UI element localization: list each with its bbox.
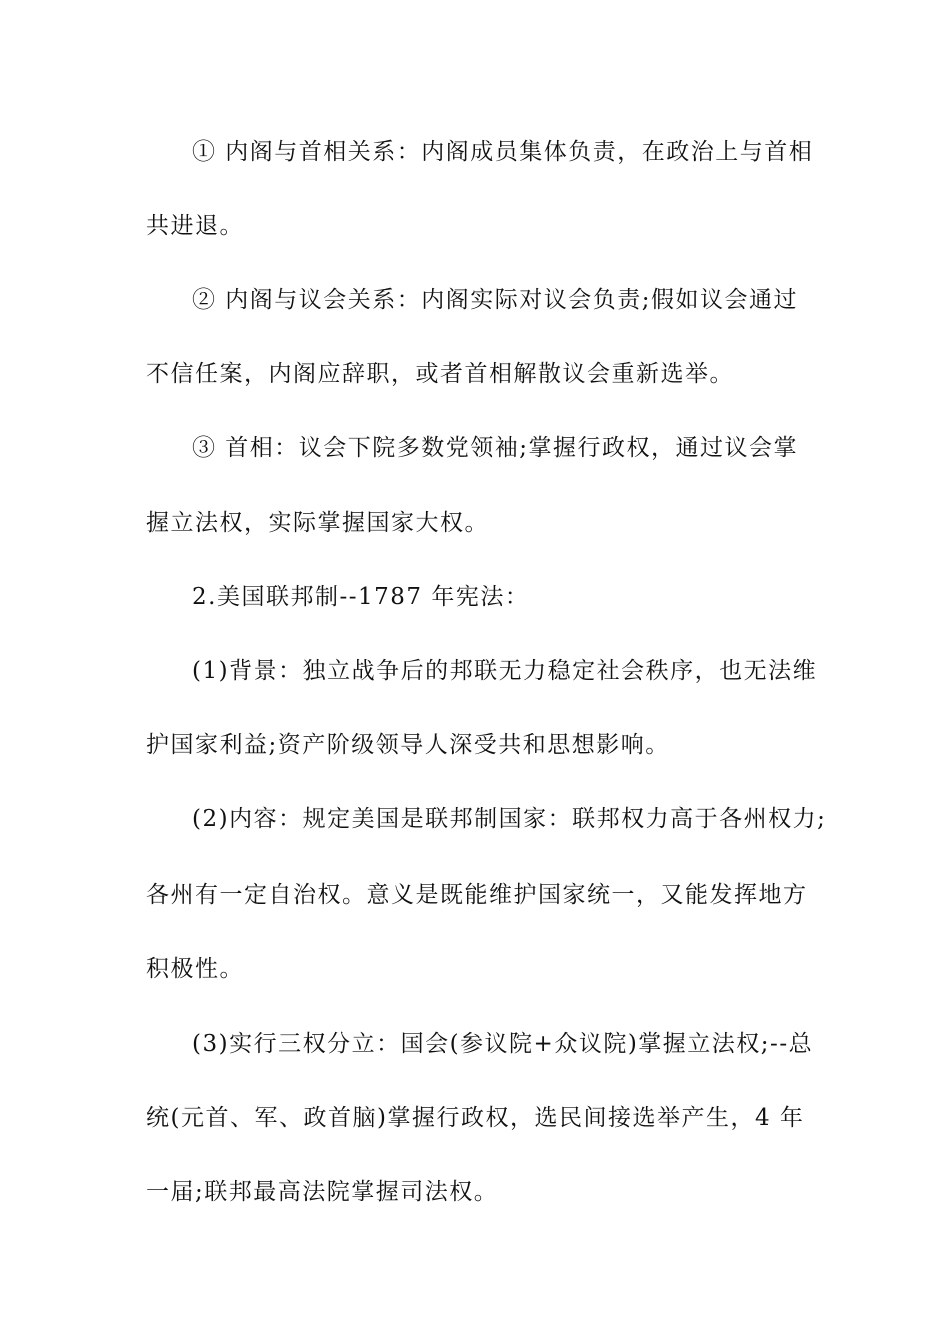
text-line: (2)内容：规定美国是联邦制国家：联邦权力高于各州权力; [192, 806, 827, 832]
text-line: 积极性。 [146, 956, 244, 982]
text-line: ② 内阁与议会关系：内阁实际对议会负责;假如议会通过 [192, 287, 799, 313]
text-line: 各州有一定自治权。意义是既能维护国家统一，又能发挥地方 [146, 882, 808, 908]
text-line: 统(元首、军、政首脑)掌握行政权，选民间接选举产生，4 年 [146, 1105, 805, 1131]
text-line: (3)实行三权分立：国会(参议院+众议院)掌握立法权;--总 [192, 1031, 814, 1057]
text-line: 2.美国联邦制--1787 年宪法： [192, 584, 530, 610]
text-line: ① 内阁与首相关系：内阁成员集体负责，在政治上与首相 [192, 139, 814, 165]
text-line: ③ 首相：议会下院多数党领袖;掌握行政权，通过议会掌 [192, 435, 799, 461]
text-line: 一届;联邦最高法院掌握司法权。 [146, 1179, 499, 1205]
text-line: 不信任案，内阁应辞职，或者首相解散议会重新选举。 [146, 361, 734, 387]
text-line: (1)背景：独立战争后的邦联无力稳定社会秩序，也无法维 [192, 658, 818, 684]
text-line: 握立法权，实际掌握国家大权。 [146, 510, 489, 536]
text-line: 共进退。 [146, 213, 244, 239]
text-line: 护国家利益;资产阶级领导人深受共和思想影响。 [146, 732, 670, 758]
